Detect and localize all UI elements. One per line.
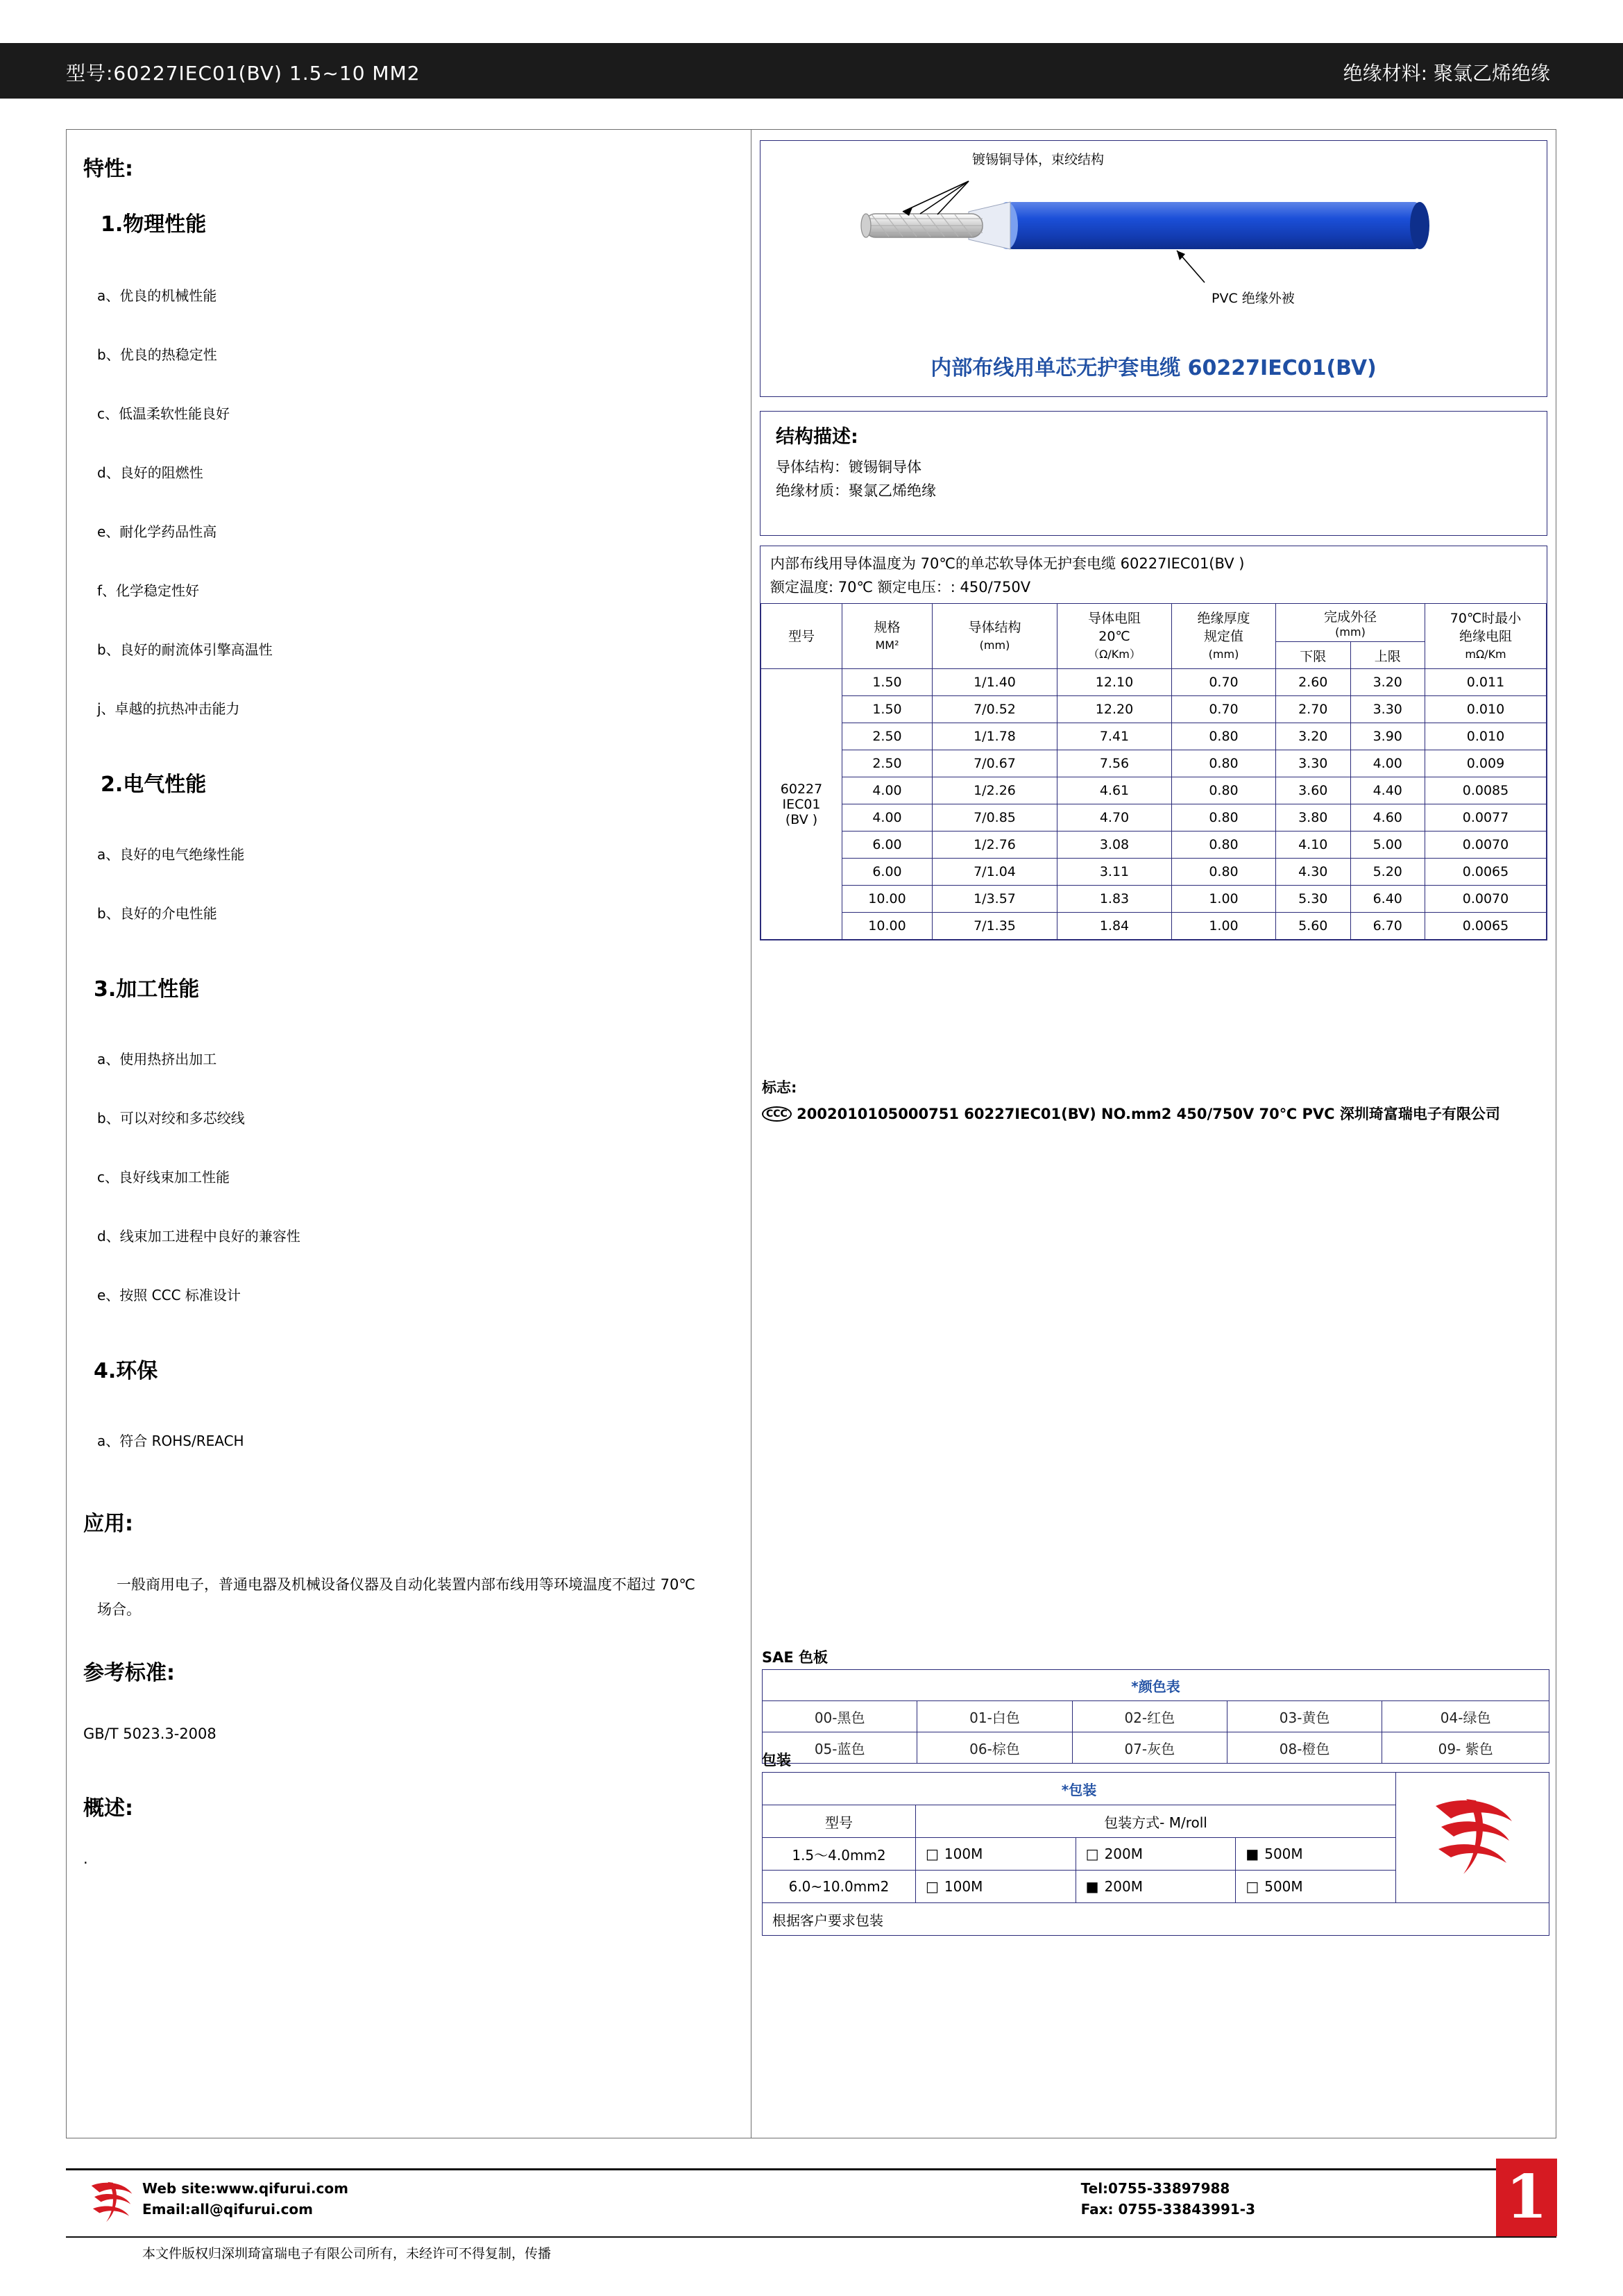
cell-odmin: 3.20: [1276, 723, 1351, 750]
footer-contact: [142, 2178, 348, 2220]
color-cell: 09- 紫色: [1382, 1732, 1549, 1764]
color-cell: 02-红色: [1072, 1701, 1227, 1732]
cell-ires: 0.0065: [1425, 913, 1547, 940]
cell-ires: 0.0065: [1425, 859, 1547, 886]
cell-struct: 7/1.04: [933, 859, 1057, 886]
standard-title: 参考标准:: [83, 1661, 175, 1685]
feature-item: e、按照 CCC 标准设计: [97, 1287, 241, 1303]
cell-res: 12.20: [1057, 696, 1172, 723]
features-title: 特性:: [83, 157, 133, 181]
cell-struct: 7/0.67: [933, 750, 1057, 777]
cell-ires: 0.010: [1425, 723, 1547, 750]
footer-email[interactable]: Email:all@qifurui.com: [142, 2201, 314, 2218]
col-struct-label: 导体结构: [968, 619, 1021, 635]
cell-struct: 1/1.78: [933, 723, 1057, 750]
cell-res: 4.61: [1057, 777, 1172, 804]
packing-table-wrapper: [762, 1772, 1549, 1936]
cell-odmin: 3.30: [1276, 750, 1351, 777]
model-line-2: IEC01: [782, 796, 821, 812]
company-logo-cell: [1396, 1773, 1549, 1903]
packing-label: 包装: [762, 1752, 791, 1769]
feature-item: j、卓越的抗热冲击能力: [97, 700, 240, 717]
packing-table: [762, 1772, 1549, 1936]
packing-option-500m[interactable]: ■ 500M: [1236, 1838, 1396, 1871]
footer-divider-2: [66, 2236, 1556, 2238]
packing-option-500m[interactable]: □ 500M: [1236, 1871, 1396, 1903]
col-od-min: 下限: [1276, 642, 1351, 669]
cell-struct: 1/3.57: [933, 886, 1057, 913]
cell-thick: 1.00: [1172, 913, 1276, 940]
cell-res: 7.56: [1057, 750, 1172, 777]
cell-odmax: 6.70: [1350, 913, 1425, 940]
feature-item: a、优良的机械性能: [97, 287, 217, 304]
spec-header-line2: 额定温度: 70℃ 额定电压：: 450/750V: [770, 579, 1031, 596]
feature-item: a、符合 ROHS/REACH: [97, 1433, 244, 1449]
col-res-cond: 20℃: [1098, 628, 1130, 644]
color-cell: 04-绿色: [1382, 1701, 1549, 1732]
color-cell: 00-黑色: [763, 1701, 917, 1732]
cell-size: 1.50: [842, 669, 933, 696]
sae-color-table: [762, 1669, 1549, 1764]
cell-ires: 0.0070: [1425, 886, 1547, 913]
packing-option-200m[interactable]: ■ 200M: [1076, 1871, 1236, 1903]
header-insulation-label: 绝缘材料: 聚氯乙烯绝缘: [1343, 62, 1550, 85]
cell-thick: 0.80: [1172, 723, 1276, 750]
col-thick-spec: 规定值: [1203, 628, 1243, 644]
feature-item: b、优良的热稳定性: [97, 346, 217, 363]
standard-text: GB/T 5023.3-2008: [83, 1725, 216, 1742]
col-od-unit: (mm): [1335, 625, 1366, 639]
feature-item: e、耐化学药品性高: [97, 523, 217, 540]
table-header-row: [761, 604, 1547, 642]
col-insul-res: [1425, 604, 1547, 669]
cell-thick: 0.80: [1172, 832, 1276, 859]
color-cell: 08-橙色: [1227, 1732, 1382, 1764]
table-row: [761, 859, 1547, 886]
cell-ires: 0.0070: [1425, 832, 1547, 859]
footer-logo-icon: [83, 2177, 139, 2227]
model-line-1: 60227: [780, 781, 823, 797]
cell-thick: 1.00: [1172, 886, 1276, 913]
cell-thick: 0.80: [1172, 750, 1276, 777]
model-line-3: (BV ): [785, 811, 818, 827]
packing-col-model: 型号: [763, 1805, 916, 1838]
table-row: [761, 750, 1547, 777]
table-row: [761, 723, 1547, 750]
col-ires-label2: 绝缘电阻: [1459, 628, 1512, 644]
section4-title: 4.环保: [94, 1359, 158, 1383]
table-header-row: [763, 1773, 1549, 1805]
cell-odmin: 5.30: [1276, 886, 1351, 913]
footer-copyright: 本文件版权归深圳琦富瑞电子有限公司所有，未经许可不得复制，传播: [142, 2246, 552, 2261]
cell-ires: 0.0077: [1425, 804, 1547, 832]
application-text: 一般商用电子，普通电器及机械设备仪器及自动化装置内部布线用等环境温度不超过 70℃场合。: [97, 1576, 695, 1618]
page-number-badge: 1: [1496, 2159, 1557, 2236]
col-size-unit: MM²: [875, 638, 899, 652]
cable-caption: 内部布线用单芯无护套电缆 60227IEC01(BV): [931, 356, 1377, 380]
section2-title: 2.电气性能: [101, 773, 207, 797]
company-logo-icon: [1420, 1791, 1524, 1881]
cell-odmin: 3.80: [1276, 804, 1351, 832]
col-res-unit: （Ω/Km）: [1088, 647, 1141, 661]
feature-item: d、良好的阻燃性: [97, 464, 203, 481]
feature-item: b、良好的耐流体引擎高温性: [97, 641, 273, 658]
pvc-label: PVC 绝缘外被: [1212, 291, 1295, 306]
feature-item: d、线束加工进程中良好的兼容性: [97, 1228, 300, 1244]
cell-res: 3.08: [1057, 832, 1172, 859]
col-thick-unit: (mm): [1208, 647, 1239, 661]
color-cell: 03-黄色: [1227, 1701, 1382, 1732]
cell-thick: 0.70: [1172, 696, 1276, 723]
overview-text: .: [83, 1850, 88, 1867]
col-thickness: [1172, 604, 1276, 669]
cell-odmax: 4.40: [1350, 777, 1425, 804]
mark-title: 标志:: [762, 1079, 797, 1096]
table-header-row: [763, 1670, 1549, 1701]
cell-thick: 0.80: [1172, 859, 1276, 886]
application-title: 应用:: [83, 1512, 133, 1536]
cell-struct: 1/1.40: [933, 669, 1057, 696]
feature-item: b、可以对绞和多芯绞线: [97, 1110, 245, 1126]
mark-section: [762, 1077, 1549, 1126]
col-ires-label1: 70℃时最小: [1450, 610, 1522, 626]
spec-header-text: [760, 546, 1547, 603]
feature-item: f、化学稳定性好: [97, 582, 200, 599]
header-model-label: 型号:60227IEC01(BV) 1.5~10 MM2: [66, 62, 420, 85]
cell-odmax: 3.20: [1350, 669, 1425, 696]
cell-odmax: 6.40: [1350, 886, 1425, 913]
col-od: [1276, 604, 1425, 642]
cell-odmax: 3.30: [1350, 696, 1425, 723]
cell-ires: 0.009: [1425, 750, 1547, 777]
packing-model: 1.5～4.0mm2: [763, 1838, 916, 1871]
cell-res: 12.10: [1057, 669, 1172, 696]
table-row: [761, 886, 1547, 913]
section1-title: 1.物理性能: [101, 212, 207, 237]
cell-ires: 0.0085: [1425, 777, 1547, 804]
packing-option-200m[interactable]: □ 200M: [1076, 1838, 1236, 1871]
cell-res: 3.11: [1057, 859, 1172, 886]
footer-fax: Fax: 0755-33843991-3: [1080, 2201, 1255, 2218]
packing-col-method: 包装方式- M/roll: [916, 1805, 1396, 1838]
cable-illustration: [760, 145, 1547, 353]
table-row: [761, 804, 1547, 832]
color-cell: 06-棕色: [917, 1732, 1072, 1764]
spec-table-wrapper: [760, 546, 1547, 940]
ccc-icon: CCC: [762, 1106, 792, 1122]
cell-size: 6.00: [842, 859, 933, 886]
packing-option-100m[interactable]: □ 100M: [916, 1871, 1076, 1903]
cell-size: 10.00: [842, 913, 933, 940]
sae-table-wrapper: [762, 1669, 1549, 1764]
cell-size: 10.00: [842, 886, 933, 913]
table-row: [761, 777, 1547, 804]
col-struct-unit: (mm): [979, 638, 1010, 652]
col-model: 型号: [761, 604, 842, 669]
table-row: [761, 913, 1547, 940]
feature-item: a、使用热挤出加工: [97, 1051, 217, 1067]
packing-title: *包装: [763, 1773, 1396, 1805]
cell-res: 4.70: [1057, 804, 1172, 832]
feature-item: c、低温柔软性能良好: [97, 405, 230, 422]
table-row: [763, 1903, 1549, 1936]
cell-size: 6.00: [842, 832, 933, 859]
model-cell: [761, 669, 842, 940]
col-resistance: [1057, 604, 1172, 669]
col-res-label: 导体电阻: [1087, 610, 1141, 626]
structure-box: [760, 411, 1547, 536]
cell-odmax: 3.90: [1350, 723, 1425, 750]
cell-odmin: 3.60: [1276, 777, 1351, 804]
col-thick-label: 绝缘厚度: [1197, 610, 1250, 626]
cell-size: 2.50: [842, 723, 933, 750]
col-conductor-struct: [933, 604, 1057, 669]
feature-item: a、良好的电气绝缘性能: [97, 846, 245, 863]
col-od-max: 上限: [1350, 642, 1425, 669]
cell-thick: 0.70: [1172, 669, 1276, 696]
conductor-label: 镀锡铜导体，束绞结构: [972, 152, 1105, 167]
structure-line: 导体结构：镀锡铜导体: [776, 459, 921, 475]
section3-title: 3.加工性能: [94, 977, 200, 1002]
cell-odmax: 4.00: [1350, 750, 1425, 777]
col-size-label: 规格: [874, 619, 901, 635]
cell-odmax: 5.00: [1350, 832, 1425, 859]
sae-label: SAE 色板: [762, 1649, 829, 1666]
cell-ires: 0.011: [1425, 669, 1547, 696]
packing-note: 根据客户要求包装: [763, 1903, 1549, 1936]
cell-struct: 7/1.35: [933, 913, 1057, 940]
footer-tel: Tel:0755-33897988: [1080, 2180, 1230, 2197]
footer-website[interactable]: Web site:www.qifurui.com: [142, 2180, 348, 2197]
col-od-label: 完成外径: [1323, 609, 1377, 625]
table-row: [761, 696, 1547, 723]
footer-phone: [1081, 2178, 1255, 2220]
cell-struct: 7/0.52: [933, 696, 1057, 723]
cell-odmin: 2.70: [1276, 696, 1351, 723]
color-cell: 05-蓝色: [763, 1732, 917, 1764]
mark-text-row: [762, 1101, 1549, 1126]
table-row: [761, 832, 1547, 859]
cell-odmin: 4.30: [1276, 859, 1351, 886]
cell-struct: 7/0.85: [933, 804, 1057, 832]
cell-struct: 1/2.26: [933, 777, 1057, 804]
feature-item: b、良好的介电性能: [97, 905, 217, 922]
cell-odmax: 4.60: [1350, 804, 1425, 832]
packing-option-100m[interactable]: □ 100M: [916, 1838, 1076, 1871]
cable-diagram-box: [760, 140, 1547, 397]
cell-ires: 0.010: [1425, 696, 1547, 723]
mark-text: 2002010105000751 60227IEC01(BV) NO.mm2 450/750V 70℃ PVC 深圳琦富瑞电子有限公司: [797, 1106, 1500, 1122]
spec-header-line1: 内部布线用导体温度为 70℃的单芯软导体无护套电缆 60227IEC01(BV ): [770, 555, 1245, 572]
cell-struct: 1/2.76: [933, 832, 1057, 859]
structure-line: 绝缘材质：聚氯乙烯绝缘: [776, 482, 936, 499]
cell-size: 2.50: [842, 750, 933, 777]
cell-size: 4.00: [842, 804, 933, 832]
packing-model: 6.0~10.0mm2: [763, 1871, 916, 1903]
spec-table: [760, 603, 1547, 940]
color-cell: 07-灰色: [1072, 1732, 1227, 1764]
col-ires-unit: mΩ/Km: [1465, 647, 1506, 661]
overview-title: 概述:: [83, 1796, 133, 1821]
cell-size: 4.00: [842, 777, 933, 804]
table-row: [761, 669, 1547, 696]
cell-odmax: 5.20: [1350, 859, 1425, 886]
cell-res: 7.41: [1057, 723, 1172, 750]
color-cell: 01-白色: [917, 1701, 1072, 1732]
table-row: [763, 1701, 1549, 1732]
cell-res: 1.83: [1057, 886, 1172, 913]
cell-res: 1.84: [1057, 913, 1172, 940]
cell-odmin: 4.10: [1276, 832, 1351, 859]
cell-odmin: 2.60: [1276, 669, 1351, 696]
cell-thick: 0.80: [1172, 804, 1276, 832]
cell-thick: 0.80: [1172, 777, 1276, 804]
footer-divider: [66, 2168, 1556, 2170]
structure-title: 结构描述:: [776, 426, 858, 448]
feature-item: c、良好线束加工性能: [97, 1169, 230, 1185]
cell-odmin: 5.60: [1276, 913, 1351, 940]
cell-size: 1.50: [842, 696, 933, 723]
table-row: [763, 1732, 1549, 1764]
col-size: [842, 604, 933, 669]
sae-title: *颜色表: [763, 1670, 1549, 1701]
